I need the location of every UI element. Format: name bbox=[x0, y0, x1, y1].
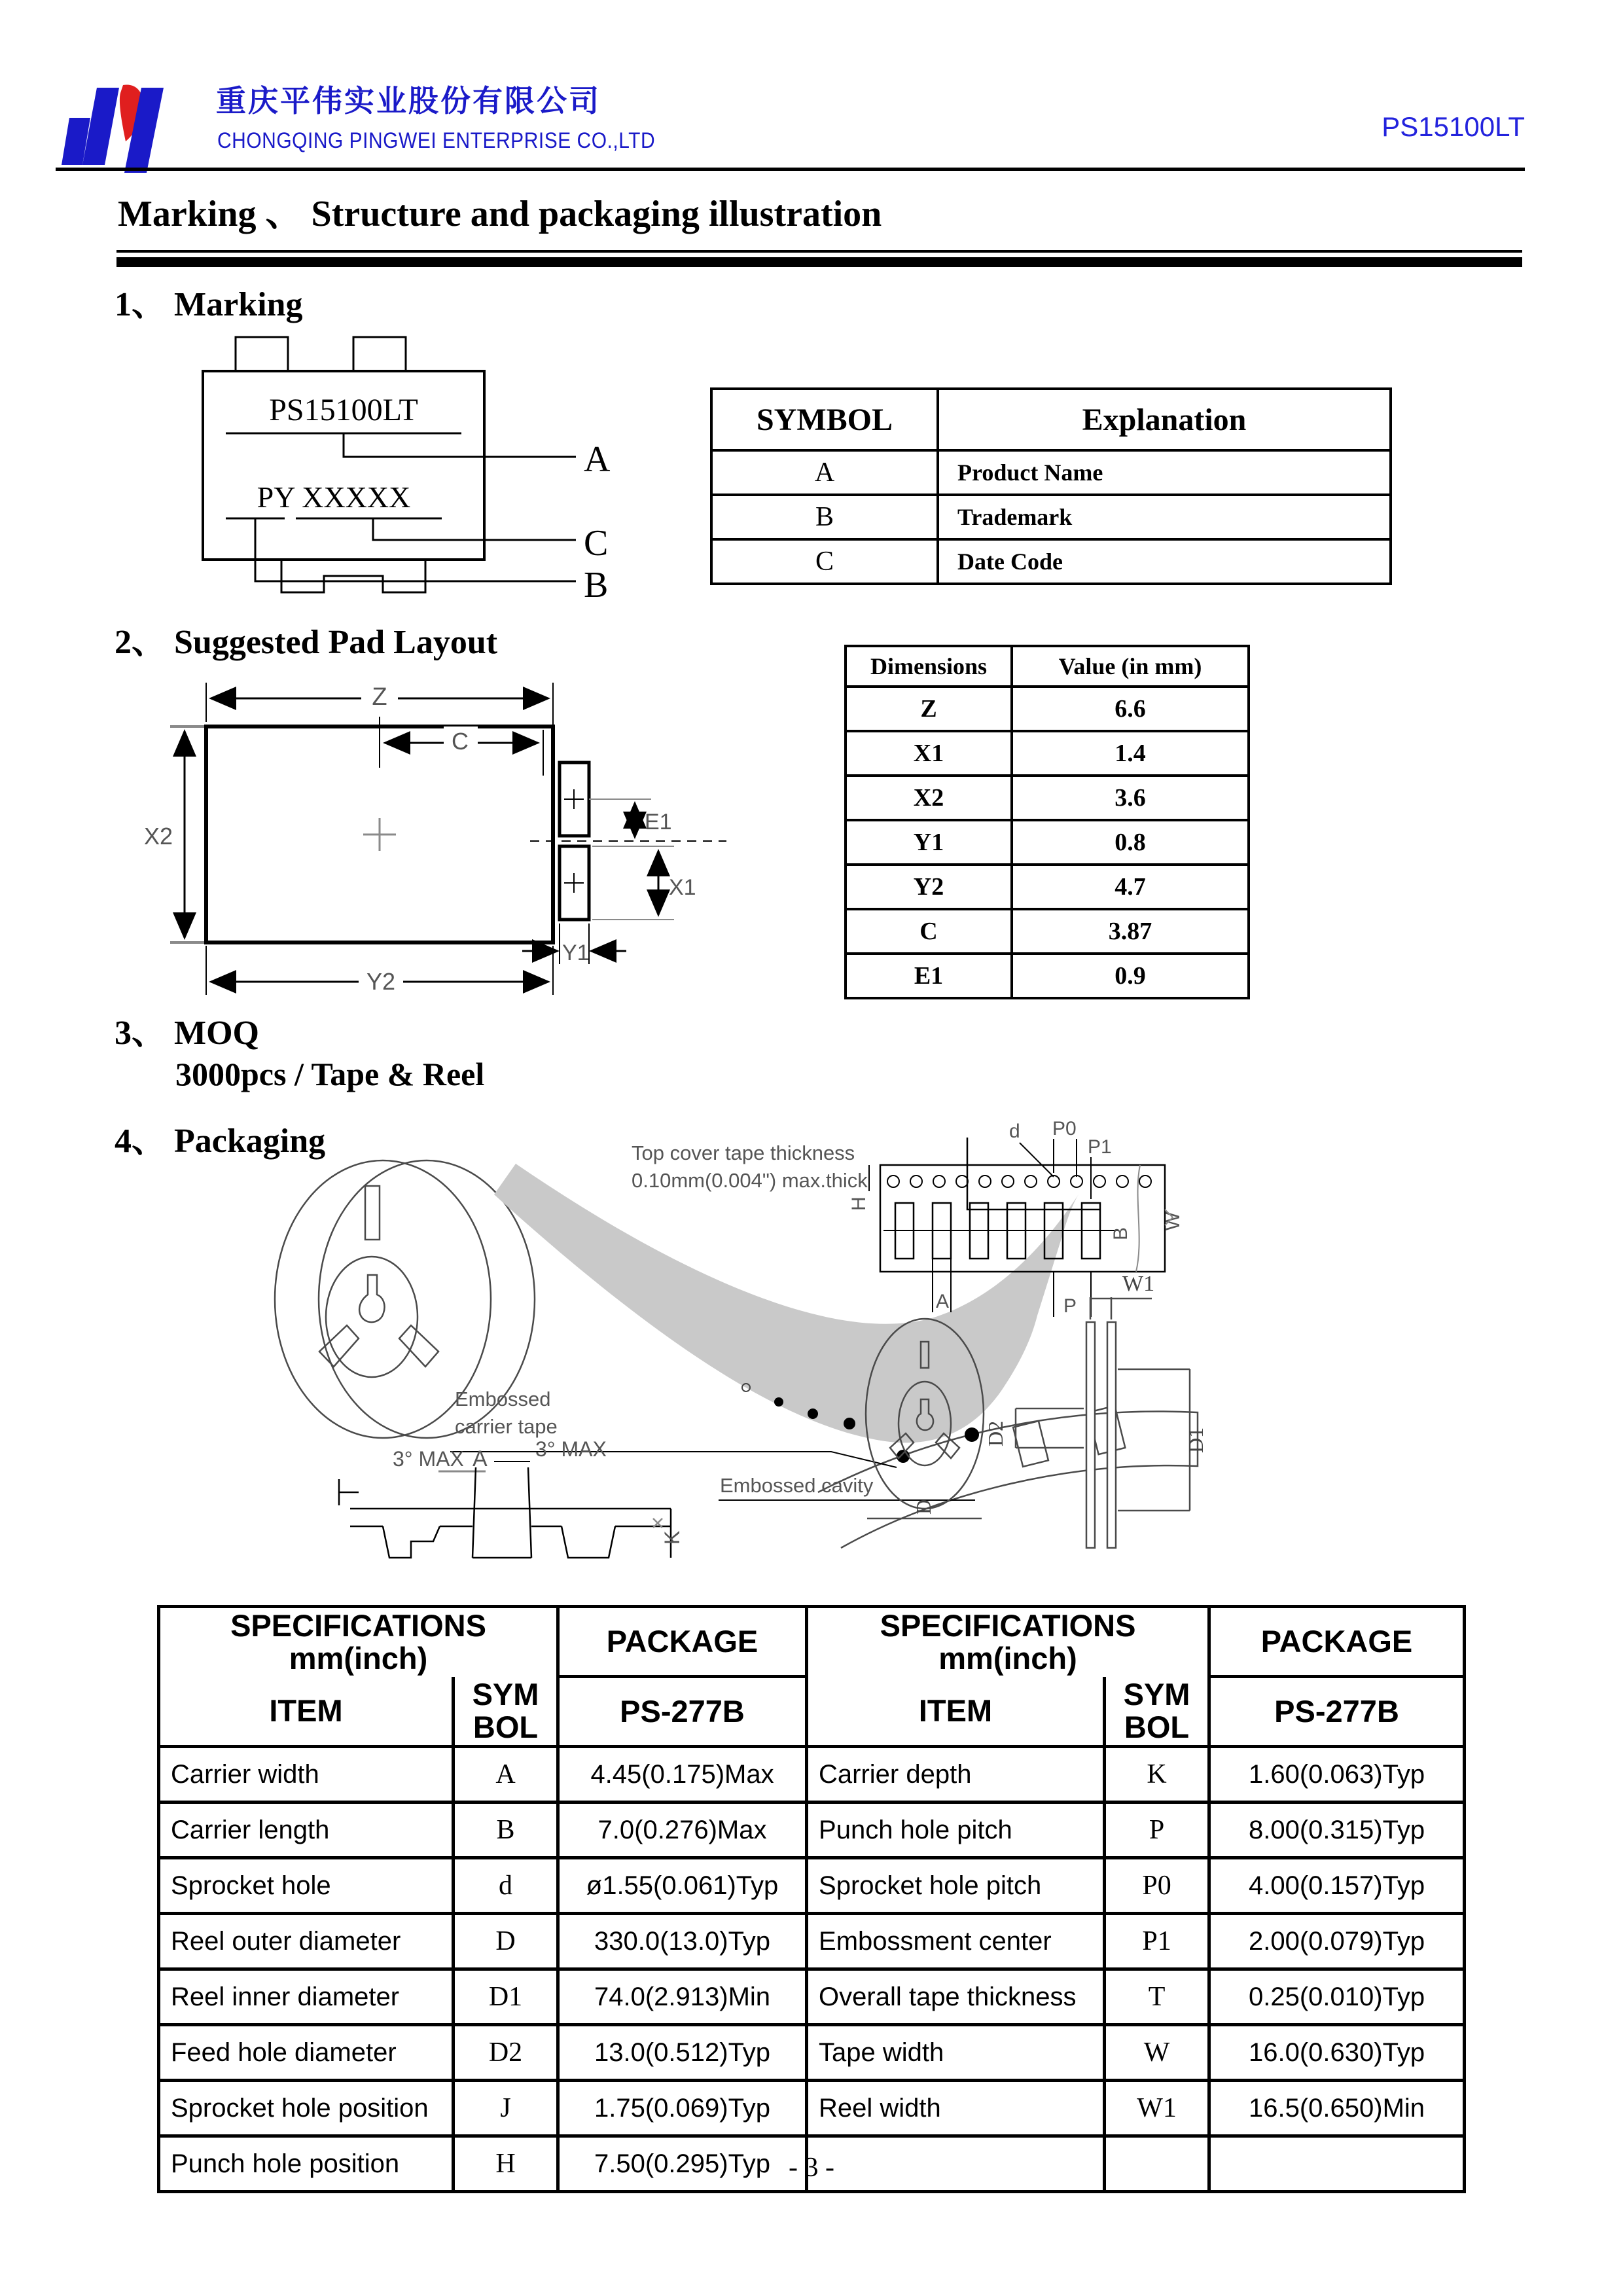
table-cell: Punch hole pitch bbox=[807, 1803, 1105, 1858]
table-row bbox=[159, 1803, 1465, 1858]
section-a-label: A bbox=[473, 1446, 488, 1471]
angle-label-left: 3° MAX bbox=[393, 1447, 464, 1471]
table-cell: X1 bbox=[846, 731, 1012, 776]
table-cell: Feed hole diameter bbox=[159, 2025, 454, 2081]
dim-label-y2: Y2 bbox=[366, 968, 396, 995]
company-name-chinese: 重庆平伟实业股份有限公司 bbox=[216, 84, 601, 118]
dim-p1-label: P1 bbox=[1088, 1136, 1112, 1158]
section-heading-pad-layout: 2、 Suggested Pad Layout bbox=[115, 624, 498, 661]
chip-marking-line1: PS15100LT bbox=[269, 393, 418, 427]
table-cell: 0.8 bbox=[1012, 820, 1249, 865]
dim-label-z: Z bbox=[372, 683, 387, 711]
table-cell: C bbox=[711, 539, 938, 584]
dim-label-y1: Y1 bbox=[562, 941, 590, 965]
table-cell: W bbox=[1105, 2025, 1209, 2081]
table-cell: Overall tape thickness bbox=[807, 1969, 1105, 2025]
table-cell: Reel inner diameter bbox=[159, 1969, 454, 2025]
spec-header: PS-277B bbox=[1209, 1677, 1465, 1747]
pad-layout-diagram bbox=[131, 651, 753, 1008]
dim-p0-label: P0 bbox=[1052, 1118, 1077, 1139]
table-row bbox=[159, 1858, 1465, 1914]
embossed-carrier-label-line2: carrier tape bbox=[455, 1415, 558, 1438]
table-cell: P1 bbox=[1105, 1914, 1209, 1969]
table-cell: D1 bbox=[454, 1969, 558, 2025]
table-cell: Y1 bbox=[846, 820, 1012, 865]
table-cell: 8.00(0.315)Typ bbox=[1209, 1803, 1465, 1858]
table-row bbox=[159, 2081, 1465, 2136]
table-cell: Trademark bbox=[938, 495, 1391, 539]
header-divider bbox=[56, 168, 1525, 171]
table-cell: A bbox=[454, 1747, 558, 1803]
table-cell: d bbox=[454, 1858, 558, 1914]
table-cell: 1.75(0.069)Typ bbox=[558, 2081, 807, 2136]
embossed-carrier-label-line1: Embossed bbox=[455, 1388, 551, 1410]
table-cell: H bbox=[454, 2136, 558, 2192]
title-divider bbox=[116, 250, 1522, 267]
chip-top-lead bbox=[236, 337, 288, 371]
table-cell: 4.45(0.175)Max bbox=[558, 1747, 807, 1803]
section-heading-marking: 1、 Marking bbox=[115, 286, 303, 323]
table-cell: Carrier depth bbox=[807, 1747, 1105, 1803]
embossed-cavity-label: Embossed cavity bbox=[720, 1474, 874, 1497]
top-cover-label-line1: Top cover tape thickness bbox=[632, 1141, 855, 1164]
dim-d2-label: D2 bbox=[984, 1420, 1007, 1446]
table-cell: P0 bbox=[1105, 1858, 1209, 1914]
dim-label-x1: X1 bbox=[669, 875, 696, 900]
spec-header bbox=[454, 1677, 558, 1747]
spec-header-line: SPECIFICATIONS bbox=[880, 1607, 1136, 1643]
dim-d1-label: D1 bbox=[1184, 1427, 1207, 1453]
table-cell: Y2 bbox=[846, 865, 1012, 909]
dim-a-strip-label: A bbox=[936, 1291, 950, 1312]
table-cell: Punch hole position bbox=[159, 2136, 454, 2192]
table-cell: Z bbox=[846, 687, 1012, 731]
table-cell: Sprocket hole bbox=[159, 1858, 454, 1914]
table-row bbox=[159, 1969, 1465, 2025]
spec-header-line: BOL bbox=[1124, 1709, 1190, 1744]
dim-table-header: Value (in mm) bbox=[1012, 646, 1249, 687]
table-cell: 6.6 bbox=[1012, 687, 1249, 731]
packaging-diagram bbox=[242, 1118, 1466, 1600]
label-b: B bbox=[584, 565, 609, 605]
top-cover-label-line2: 0.10mm(0.004") max.thick bbox=[632, 1169, 868, 1192]
table-row bbox=[159, 1914, 1465, 1969]
spec-header bbox=[159, 1607, 558, 1677]
top-cover-leader bbox=[967, 1138, 1099, 1210]
label-c: C bbox=[584, 523, 609, 564]
table-cell: Carrier length bbox=[159, 1803, 454, 1858]
section-k-label: K bbox=[660, 1530, 684, 1545]
table-cell: X2 bbox=[846, 776, 1012, 820]
table-cell: J bbox=[454, 2081, 558, 2136]
table-cell: Reel outer diameter bbox=[159, 1914, 454, 1969]
table-cell: D bbox=[454, 1914, 558, 1969]
table-cell: A bbox=[711, 450, 938, 495]
table-cell: Sprocket hole pitch bbox=[807, 1858, 1105, 1914]
leader-a bbox=[344, 433, 576, 457]
dimensions-table bbox=[844, 645, 1250, 999]
embossed-carrier-leader bbox=[450, 1452, 897, 1467]
moq-value: 3000pcs / Tape & Reel bbox=[175, 1056, 485, 1092]
company-logo-icon bbox=[58, 73, 208, 175]
table-cell: 7.50(0.295)Typ bbox=[558, 2136, 807, 2192]
table-cell: D2 bbox=[454, 2025, 558, 2081]
table-cell: 4.7 bbox=[1012, 865, 1249, 909]
table-cell: Product Name bbox=[938, 450, 1391, 495]
chip-top-lead bbox=[353, 337, 406, 371]
table-cell: B bbox=[711, 495, 938, 539]
dim-w1-label: W1 bbox=[1122, 1272, 1155, 1296]
dim-label-c: C bbox=[452, 728, 469, 755]
dim-h-strip-label: H bbox=[848, 1196, 870, 1211]
marking-chip-diagram bbox=[157, 308, 681, 609]
table-cell: B bbox=[454, 1803, 558, 1858]
spec-header-line: SPECIFICATIONS bbox=[230, 1607, 486, 1643]
chip-bottom-lead bbox=[281, 560, 425, 592]
cover-tape-band bbox=[494, 1164, 1079, 1443]
table-row bbox=[159, 1747, 1465, 1803]
page-title: Marking 、 Structure and packaging illustration bbox=[118, 194, 882, 234]
table-cell: 13.0(0.512)Typ bbox=[558, 2025, 807, 2081]
spec-header-line: SYM bbox=[472, 1677, 539, 1712]
spec-header-line: BOL bbox=[473, 1709, 539, 1744]
dim-d-label: d bbox=[1009, 1121, 1020, 1142]
table-cell: Tape width bbox=[807, 2025, 1105, 2081]
dim-d-reel-label: D bbox=[912, 1499, 935, 1515]
table-cell: Sprocket hole position bbox=[159, 2081, 454, 2136]
table-cell: W1 bbox=[1105, 2081, 1209, 2136]
symbol-table-header: SYMBOL bbox=[711, 389, 938, 450]
table-cell: 74.0(2.913)Min bbox=[558, 1969, 807, 2025]
angle-label-right: 3° MAX bbox=[535, 1437, 607, 1461]
chip-marking-line2: PY XXXXX bbox=[257, 480, 411, 514]
label-a: A bbox=[584, 439, 611, 480]
table-cell: Embossment center bbox=[807, 1914, 1105, 1969]
table-cell: K bbox=[1105, 1747, 1209, 1803]
spec-header-line: SYM bbox=[1123, 1677, 1190, 1712]
spec-header: PACKAGE bbox=[558, 1607, 807, 1677]
dim-p-label: P bbox=[1063, 1295, 1077, 1317]
spec-header: ITEM bbox=[807, 1677, 1105, 1747]
spec-header-line: mm(inch) bbox=[289, 1641, 428, 1676]
spec-header bbox=[1105, 1677, 1209, 1747]
table-cell: C bbox=[846, 909, 1012, 954]
dim-w-label: W bbox=[1162, 1211, 1184, 1230]
dim-label-e1: E1 bbox=[645, 810, 672, 834]
symbol-explanation-table bbox=[710, 387, 1392, 585]
spec-header: PACKAGE bbox=[1209, 1607, 1465, 1677]
tape-cross-section bbox=[339, 1437, 684, 1558]
table-cell: E1 bbox=[846, 954, 1012, 998]
part-number: PS15100LT bbox=[1382, 111, 1525, 142]
symbol-table-header: Explanation bbox=[938, 389, 1391, 450]
table-cell: 0.25(0.010)Typ bbox=[1209, 1969, 1465, 2025]
table-cell: 4.00(0.157)Typ bbox=[1209, 1858, 1465, 1914]
company-name-english: CHONGQING PINGWEI ENTERPRISE CO.,LTD bbox=[217, 128, 656, 153]
spec-header: PS-277B bbox=[558, 1677, 807, 1747]
spec-header: ITEM bbox=[159, 1677, 454, 1747]
table-cell: Carrier width bbox=[159, 1747, 454, 1803]
section-heading-moq: 3、 MOQ bbox=[115, 1014, 259, 1052]
dim-table-header: Dimensions bbox=[846, 646, 1012, 687]
table-cell: ø1.55(0.061)Typ bbox=[558, 1858, 807, 1914]
leader-c bbox=[373, 518, 576, 540]
table-cell: 3.6 bbox=[1012, 776, 1249, 820]
table-row bbox=[159, 2025, 1465, 2081]
table-cell: Date Code bbox=[938, 539, 1391, 584]
spec-header-line: mm(inch) bbox=[938, 1641, 1077, 1676]
table-cell: Reel width bbox=[807, 2081, 1105, 2136]
page-number: - 3 - bbox=[789, 2153, 834, 2183]
spec-header bbox=[807, 1607, 1209, 1677]
table-cell: 0.9 bbox=[1012, 954, 1249, 998]
table-cell: 3.87 bbox=[1012, 909, 1249, 954]
dim-label-x2: X2 bbox=[144, 823, 173, 850]
table-cell: P bbox=[1105, 1803, 1209, 1858]
table-cell: 1.60(0.063)Typ bbox=[1209, 1747, 1465, 1803]
table-cell: 2.00(0.079)Typ bbox=[1209, 1914, 1465, 1969]
section-heading-packaging: 4、 Packaging bbox=[115, 1122, 326, 1160]
table-cell: 7.0(0.276)Max bbox=[558, 1803, 807, 1858]
table-cell: 16.5(0.650)Min bbox=[1209, 2081, 1465, 2136]
specifications-table bbox=[157, 1605, 1466, 2193]
table-cell: T bbox=[1105, 1969, 1209, 2025]
table-cell: 330.0(13.0)Typ bbox=[558, 1914, 807, 1969]
leader-b bbox=[255, 518, 576, 581]
table-cell: 16.0(0.630)Typ bbox=[1209, 2025, 1465, 2081]
dim-b-label: B bbox=[1110, 1227, 1132, 1240]
table-cell: 1.4 bbox=[1012, 731, 1249, 776]
